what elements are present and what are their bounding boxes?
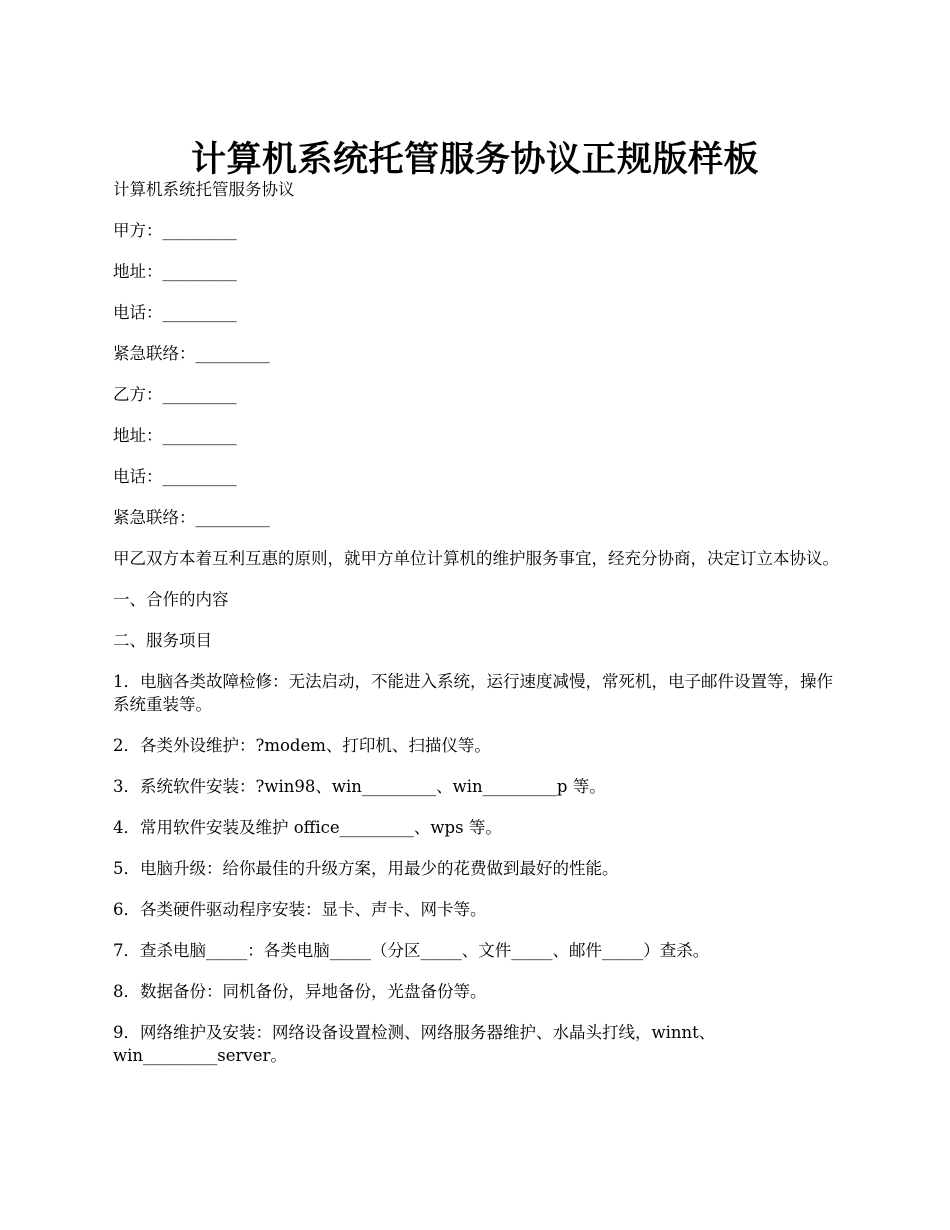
service-item-2: 2．各类外设维护：?modem、打印机、扫描仪等。 bbox=[113, 736, 491, 755]
party-b-phone-field: 电话：_________ bbox=[113, 467, 237, 486]
service-item-4: 4．常用软件安装及维护 office_________、wps 等。 bbox=[113, 818, 502, 837]
party-a-phone-field: 电话：_________ bbox=[113, 303, 237, 322]
document-title: 计算机系统托管服务协议正规版样板 bbox=[190, 139, 759, 181]
party-b-address-field: 地址：_________ bbox=[113, 426, 237, 445]
service-item-6: 6．各类硬件驱动程序安装：显卡、声卡、网卡等。 bbox=[113, 900, 487, 919]
service-item-9: 9．网络维护及安装：网络设备设置检测、网络服务器维护、水晶头打线，winnt、win_________server。 bbox=[113, 1023, 716, 1065]
document-body bbox=[113, 178, 843, 1085]
service-item-7: 7．查杀电脑_____：各类电脑_____（分区_____、文件_____、邮件_____）查杀。 bbox=[113, 941, 710, 960]
service-item-5: 5．电脑升级：给你最佳的升级方案，用最少的花费做到最好的性能。 bbox=[113, 859, 619, 878]
service-item-8: 8．数据备份：同机备份，异地备份，光盘备份等。 bbox=[113, 982, 487, 1001]
service-item-1: 1．电脑各类故障检修：无法启动，不能进入系统，运行速度减慢，常死机，电子邮件设置等，操作系统重装等。 bbox=[113, 672, 833, 714]
subtitle: 计算机系统托管服务协议 bbox=[113, 180, 295, 199]
party-a-emergency-contact-field: 紧急联络：_________ bbox=[113, 344, 270, 363]
party-a-address-field: 地址：_________ bbox=[113, 262, 237, 281]
service-item-3: 3．系统软件安装：?win98、win_________、win_________p 等。 bbox=[113, 777, 606, 796]
section-heading-cooperation: 一、合作的内容 bbox=[113, 590, 229, 609]
party-a-name-field: 甲方：_________ bbox=[113, 221, 237, 240]
preamble-paragraph: 甲乙双方本着互利互惠的原则，就甲方单位计算机的维护服务事宜，经充分协商，决定订立本协议。 bbox=[113, 549, 839, 568]
party-b-emergency-contact-field: 紧急联络：_________ bbox=[113, 508, 270, 527]
party-b-name-field: 乙方：_________ bbox=[113, 385, 237, 404]
section-heading-services: 二、服务项目 bbox=[113, 631, 212, 650]
